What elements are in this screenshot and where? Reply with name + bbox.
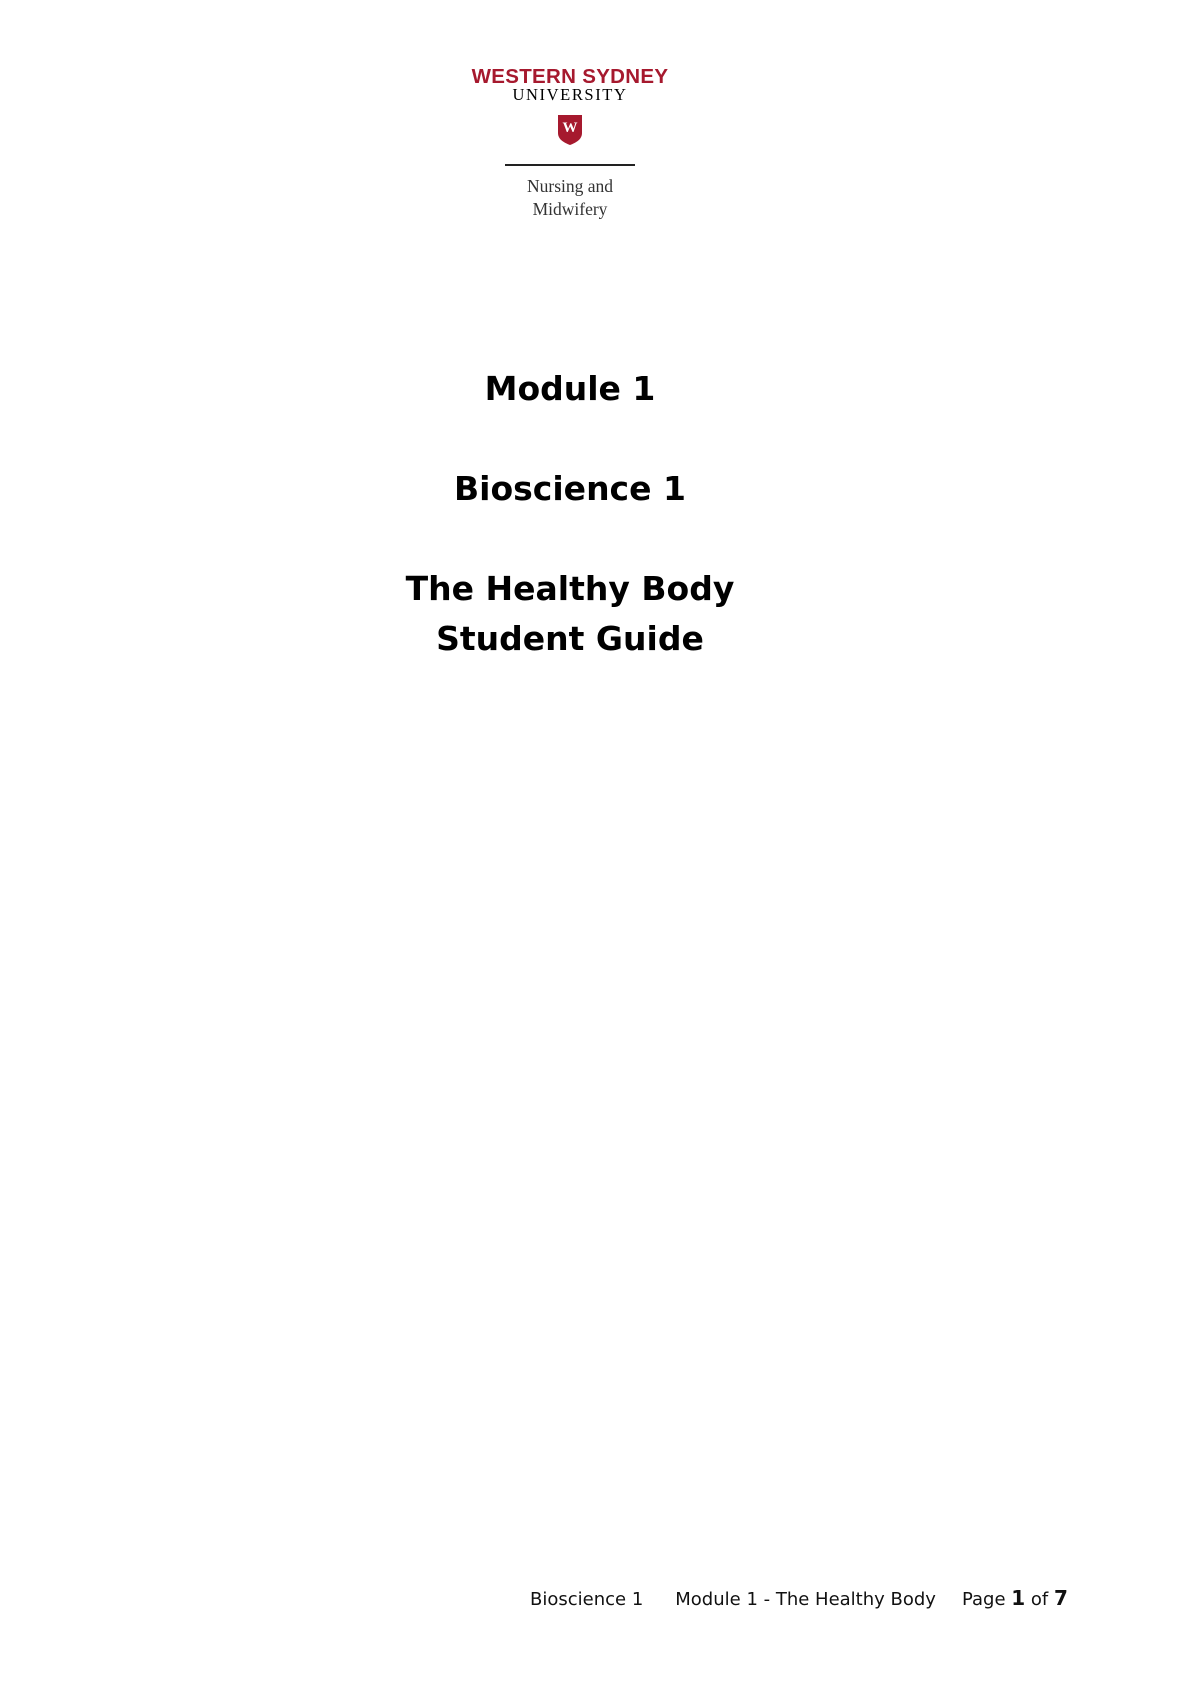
logo-brand-text: WESTERN SYDNEY bbox=[471, 65, 669, 88]
footer-page-number: 1 bbox=[1011, 1586, 1026, 1610]
shield-letter: W bbox=[562, 120, 578, 136]
footer-module: Module 1 - The Healthy Body bbox=[675, 1589, 936, 1610]
university-logo bbox=[440, 66, 700, 221]
shield-icon bbox=[557, 114, 583, 146]
title-guide: Student Guide bbox=[436, 619, 704, 658]
page-footer bbox=[530, 1586, 1068, 1612]
logo-university-text: UNIVERSITY bbox=[512, 85, 628, 104]
footer-page-total: 7 bbox=[1054, 1586, 1068, 1610]
title-module: Module 1 bbox=[484, 369, 656, 408]
title-unit: Bioscience 1 bbox=[454, 469, 686, 508]
footer-page-label: Page bbox=[961, 1589, 1006, 1610]
faculty-name-line1: Nursing and bbox=[526, 176, 614, 196]
footer-of-label: of bbox=[1030, 1589, 1049, 1610]
faculty-name-line2: Midwifery bbox=[532, 199, 608, 219]
footer-unit: Bioscience 1 bbox=[530, 1589, 644, 1610]
logo-divider bbox=[505, 164, 635, 166]
title-topic: The Healthy Body bbox=[405, 569, 735, 608]
